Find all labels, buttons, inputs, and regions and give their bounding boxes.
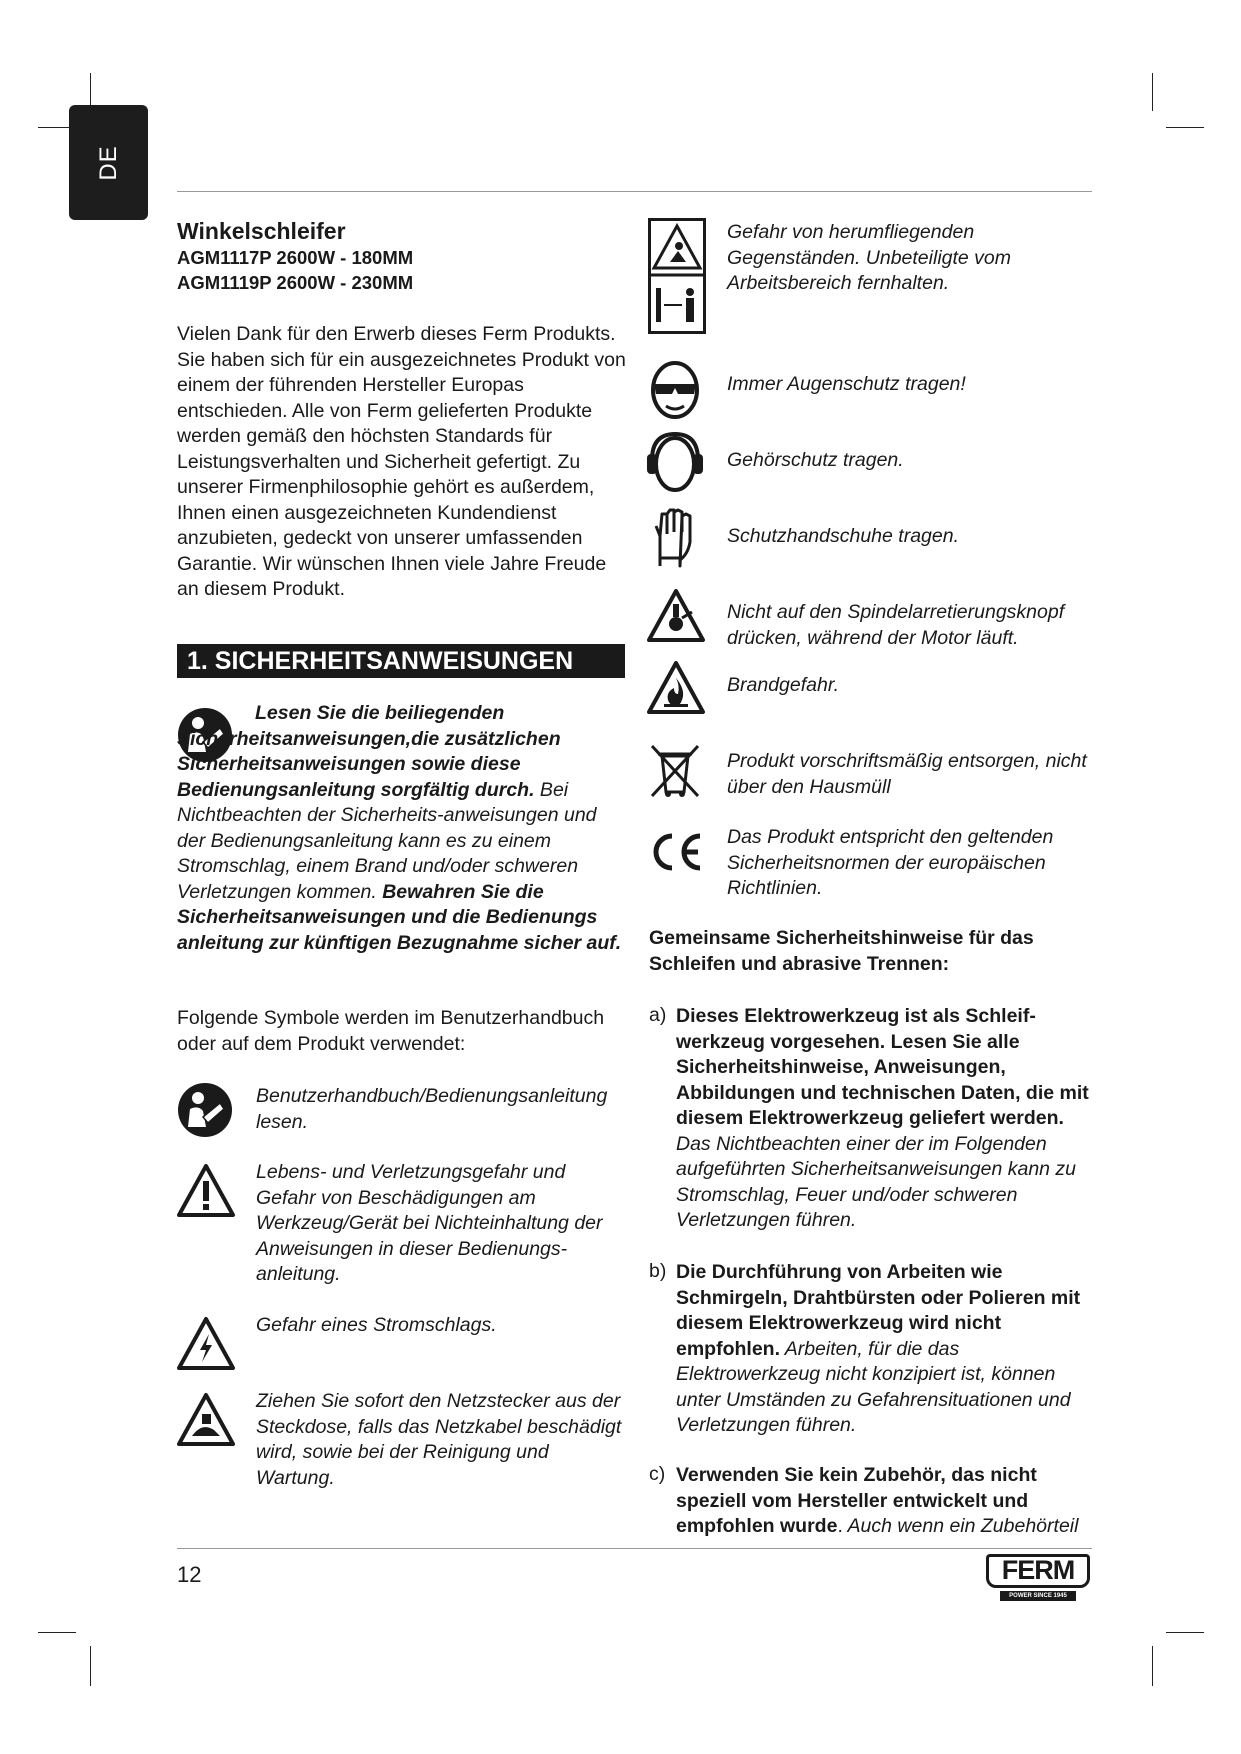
safety-item-c [676, 1463, 1096, 1540]
notice-bold-1: Lesen Sie die beiliegenden Sicherheitsanweisungen,die zusätzlichen Sicherheitsanweisungen sowie diese Bedienungsanleitung sorgfältig durch. [177, 702, 561, 801]
language-label: DE [94, 144, 122, 181]
symbol-text-warning: Lebens- und Verletzungsgefahr und Gefahr von Beschädigungen am Werkzeug/Gerät bei Nichteinhaltung der Anweisungen in dieser Bedienungs-anleitung. [256, 1161, 603, 1285]
weee-bin-icon [648, 742, 702, 800]
safety-item-b [676, 1260, 1096, 1439]
ferm-logo [986, 1554, 1092, 1604]
item-a-italic: Das Nichtbeachten einer der im Folgenden aufgeführten Sicherheitsanweisungen kann zu Stromschlag, Feuer und/oder schweren Verletzungen führen. [676, 1132, 1077, 1231]
section-heading: 1. SICHERHEITSANWEISUNGEN [177, 644, 625, 678]
logo-tagline: POWER SINCE 1945 [1000, 1591, 1076, 1601]
symbol-text-ear: Gehörschutz tragen. [727, 449, 904, 471]
item-c-bold: Verwenden Sie kein Zubehör, das nicht speziell vom Hersteller entwickelt und empfohlen wurde [676, 1464, 1037, 1537]
ear-protection-icon [646, 430, 704, 494]
gloves-icon [650, 508, 702, 570]
spindle-lock-warning-icon [646, 588, 706, 644]
title-block [177, 217, 627, 295]
crop-mark [38, 1632, 76, 1633]
notice-text: Bei Nichtbeachten der Sicherheits-anweisungen und der Bedienungsanleitung kann es zu einem Stromschlag, einem Brand und/oder schweren Verletzungen kommen. [177, 778, 597, 903]
electric-shock-icon [176, 1316, 236, 1372]
model-line: AGM1119P 2600W - 230MM [177, 272, 414, 293]
crop-mark [90, 1646, 91, 1686]
page-title: Winkelschleifer [177, 218, 346, 244]
item-label: a) [649, 1004, 667, 1026]
warning-icon [176, 1163, 236, 1219]
common-safety-heading: Gemeinsame Sicherheitshinweise für das Schleifen und abrasive Trennen: [649, 927, 1034, 975]
item-c-italic: Auch wenn ein Zubehörteil [842, 1515, 1079, 1537]
symbol-text-manual: Benutzerhandbuch/Bedienungsanleitung lesen. [256, 1085, 608, 1133]
notice-bold-2: Bewahren Sie die Sicherheitsanweisungen und die Bedienungs anleitung zur künftigen Bezugnahme sicher auf. [177, 880, 622, 954]
item-a-bold: Dieses Elektrowerkzeug ist als Schleif-werkzeug vorgesehen. Lesen Sie alle Sicherheitshinweise, Anweisungen, Abbildungen und technischen Daten, die mit diesem Elektrowerkzeug geliefert werden. [676, 1005, 1089, 1129]
crop-mark [1152, 1646, 1153, 1686]
page-number: 12 [177, 1562, 202, 1587]
crop-mark [1166, 1632, 1204, 1633]
symbol-text-unplug: Ziehen Sie sofort den Netzstecker aus der Steckdose, falls das Netzkabel beschädigt wird, sowie bei der Reinigung und Wartung. [256, 1390, 622, 1489]
model-line: AGM1117P 2600W - 180MM [177, 247, 414, 268]
item-label: b) [649, 1260, 667, 1282]
bottom-rule [177, 1548, 1092, 1549]
safety-item-a [676, 1004, 1096, 1234]
crop-mark [1166, 127, 1204, 128]
ce-mark-icon [646, 830, 706, 874]
logo-text: FERM [1001, 1555, 1075, 1585]
top-rule [177, 191, 1092, 192]
symbols-intro: Folgende Symbole werden im Benutzerhandbuch oder auf dem Produkt verwendet: [177, 1007, 605, 1055]
eye-protection-icon [648, 358, 702, 420]
symbol-text-eye: Immer Augenschutz tragen! [727, 373, 966, 395]
fire-hazard-icon [646, 660, 706, 716]
unplug-icon [176, 1392, 236, 1448]
symbol-text-weee: Produkt vorschriftsmäßig entsorgen, nicht über den Hausmüll [727, 750, 1087, 798]
symbol-text-debris: Gefahr von herumfliegenden Gegenständen. Unbeteiligte vom Arbeitsbereich fernhalten. [727, 221, 1012, 294]
flying-debris-icon [648, 218, 706, 334]
language-tab [69, 105, 148, 220]
symbol-text-shock: Gefahr eines Stromschlags. [256, 1314, 497, 1336]
symbol-text-gloves: Schutzhandschuhe tragen. [727, 525, 960, 547]
item-c-normal: . [837, 1515, 843, 1537]
symbol-text-fire: Brandgefahr. [727, 674, 840, 696]
item-label: c) [649, 1463, 666, 1485]
item-b-italic: Arbeiten, für die das Elektrowerkzeug nicht konzipiert ist, können unter Umständen zu Gefahrensituationen und Verletzungen führen. [676, 1337, 1071, 1436]
item-b-bold: Die Durchführung von Arbeiten wie Schmirgeln, Drahtbürsten oder Polieren mit diesem Elektrowerkzeug wird nicht empfohlen. [676, 1261, 1081, 1360]
intro-paragraph: Vielen Dank für den Erwerb dieses Ferm Produkts. Sie haben sich für ein ausgezeichnetes Produkt von einem der führenden Hersteller Europas entschieden. Alle von Ferm gelieferten Produkte werden gemäß den höchsten Standards für Leistungsverhalten und Sicherheit gefertigt. Zu unserer Firmenphilosophie gehört es außerdem, Ihnen einen ausgezeichneten Kundendienst anzubieten, gedeckt von unserer umfassenden Garantie. Wir wünschen Ihnen viele Jahre Freude an diesem Produkt. [177, 323, 626, 600]
symbol-text-spindle: Nicht auf den Spindelarretierungsknopf drücken, während der Motor läuft. [727, 601, 1065, 649]
manual-icon [176, 1081, 234, 1139]
symbol-text-ce: Das Produkt entspricht den geltenden Sicherheitsnormen der europäischen Richtlinien. [727, 826, 1054, 899]
crop-mark [1152, 73, 1153, 111]
read-instructions-notice [177, 701, 627, 956]
